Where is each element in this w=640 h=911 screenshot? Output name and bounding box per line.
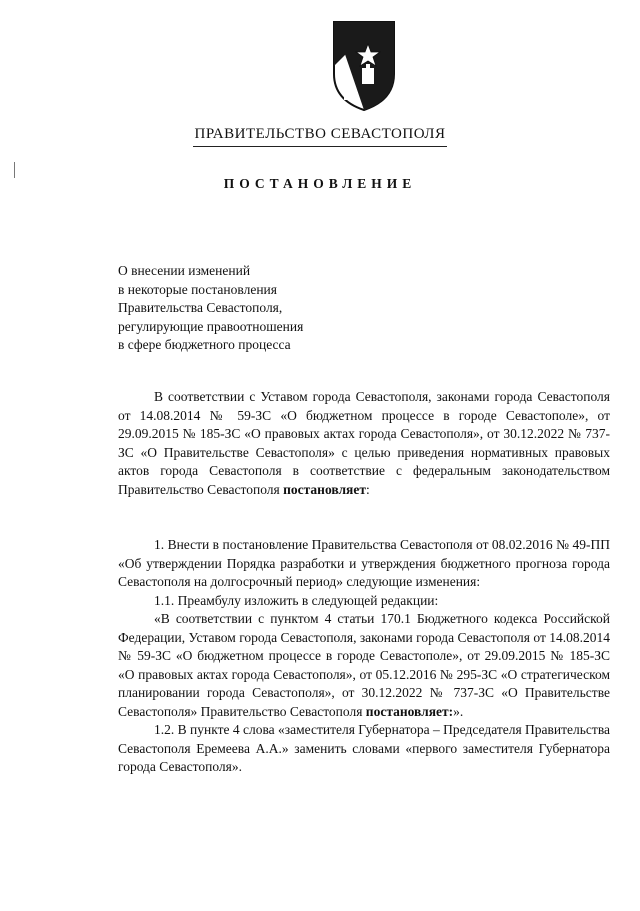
amendments-section [118,536,610,777]
preamble-text: В соответствии с Уставом города Севастополя, законами города Севастополя от 14.08.2014 № 59-ЗС «О бюджетном процессе в городе Севастополе», от 29.09.2015 № 185-ЗС «О правовых актах города Севастополя», от 30.12.2022 № 737-ЗС «О Правительстве Севастополя» с целью приведения нормативных правовых актов города Севастополя в соответствие с федеральным законодательством Правительство Севастополя [118,389,610,497]
document-type: ПОСТАНОВЛЕНИЕ [223,176,417,191]
subject-line: О внесении изменений [118,263,251,278]
quote-end: ». [453,703,464,719]
coat-of-arms-icon [328,14,400,114]
quote-decree-word: постановляет: [365,703,454,719]
quote-text: «В соответствии с пунктом 4 статьи 170.1 Бюджетного кодекса Российской Федерации, Уставом города Севастополя, законами города Севастополя от 14.08.2014 № 59-ЗС «О бюджетном процессе в городе Севастополе», от 29.09.2015 № 185-ЗС «О правовых актах города Севастополя», от 05.12.2016 № 295-ЗС «О стратегическом планировании города Севастополя», от 30.12.2022 № 737-ЗС «О Правительстве Севастополя» Правительство Севастополя [118,611,610,719]
item-1-2: 1.2. В пункте 4 слова «заместителя Губернатора – Председателя Правительства Севастополя Еремеева А.А.» заменить словами «первого заместителя Губернатора города Севастополя». [118,722,611,774]
organization-name: ПРАВИТЕЛЬСТВО СЕВАСТОПОЛЯ [193,126,448,147]
preamble-end: : [365,481,370,497]
subject-line: в сфере бюджетного процесса [118,337,291,352]
preamble-paragraph [118,388,610,499]
item-1: 1. Внести в постановление Правительства Севастополя от 08.02.2016 № 49-ПП «Об утверждении Порядка разработки и утверждения бюджетного прогноза города Севастополя на долгосрочный период» следующие изменения: [118,537,610,589]
quoted-preamble [118,610,610,721]
subject-line: регулирующие правоотношения [118,318,304,334]
item-1-1: 1.1. Преамбулу изложить в следующей редакции: [154,592,439,608]
decree-word: постановляет [283,481,366,497]
subject-line: Правительства Севастополя, [118,300,283,315]
document-subject [118,262,358,355]
organization-header [0,126,640,147]
subject-line: в некоторые постановления [118,281,277,297]
